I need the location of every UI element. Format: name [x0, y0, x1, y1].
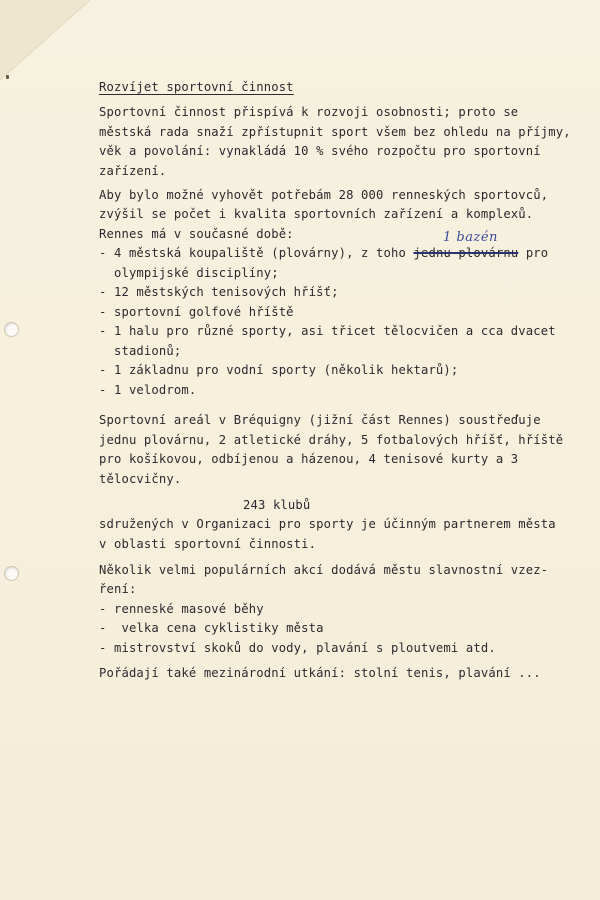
- text-line: pro košíkovou, odbíjenou a házenou, 4 tenisové kurty a 3: [99, 452, 519, 466]
- clubs-count-line: 243 klubů: [243, 498, 311, 512]
- punch-hole: [4, 322, 19, 337]
- handwritten-correction: 1 bazén: [443, 230, 498, 245]
- list-item-text-end: pro: [518, 246, 549, 260]
- text-line: jednu plovárnu, 2 atletické dráhy, 5 fotbalových hříšť, hříště: [99, 433, 564, 447]
- text-line: v oblasti sportovní činnosti.: [99, 537, 317, 551]
- struck-text: jednu plovárnu: [413, 246, 519, 260]
- list-item: - renneské masové běhy: [99, 602, 264, 616]
- list-item: - 1 halu pro různé sporty, asi třicet tělocvičen a cca dvacet: [99, 324, 556, 338]
- text-line: Několik velmi populárních akcí dodává městu slavnostní vzez-: [99, 563, 549, 577]
- list-item: - 1 velodrom.: [99, 383, 197, 397]
- list-item: - sportovní golfové hříště: [99, 305, 294, 319]
- text-line: Sportovní areál v Bréquigny (jižní část Rennes) soustřeďuje: [99, 413, 541, 427]
- list-item: - 12 městských tenisových hříšť;: [99, 285, 339, 299]
- list-item-text: - 4 městská koupaliště (plovárny), z toho: [99, 246, 406, 260]
- text-line: ření:: [99, 582, 137, 596]
- text-line: Pořádají také mezinárodní utkání: stolní tenis, plavání ...: [99, 666, 541, 680]
- list-item: olympijské disciplíny;: [99, 266, 279, 280]
- paper-speck: [6, 75, 9, 79]
- text-line: Aby bylo možné vyhovět potřebám 28 000 renneských sportovců,: [99, 188, 549, 202]
- text-line: městská rada snaží zpřístupnit sport všem bez ohledu na příjmy,: [99, 125, 571, 139]
- text-line: zvýšil se počet i kvalita sportovních zařízení a komplexů.: [99, 207, 534, 221]
- list-item: - 1 základnu pro vodní sporty (několik hektarů);: [99, 363, 459, 377]
- text-line: věk a povolání: vynakládá 10 % svého rozpočtu pro sportovní: [99, 144, 541, 158]
- text-line: Rennes má v současné době:: [99, 227, 294, 241]
- text-line: sdružených v Organizaci pro sporty je účinným partnerem města: [99, 517, 556, 531]
- list-item: - mistrovství skoků do vody, plavání s ploutvemi atd.: [99, 641, 496, 655]
- list-item: stadionů;: [99, 344, 182, 358]
- text-line: tělocvičny.: [99, 472, 182, 486]
- document-heading: Rozvíjet sportovní činnost: [99, 80, 294, 94]
- text-line: Sportovní činnost přispívá k rozvoji osobnosti; proto se: [99, 105, 519, 119]
- list-item: - velka cena cyklistiky města: [99, 621, 324, 635]
- text-line: zařízení.: [99, 164, 167, 178]
- list-item: [99, 245, 548, 261]
- folded-corner: [0, 0, 90, 85]
- punch-hole: [4, 566, 19, 581]
